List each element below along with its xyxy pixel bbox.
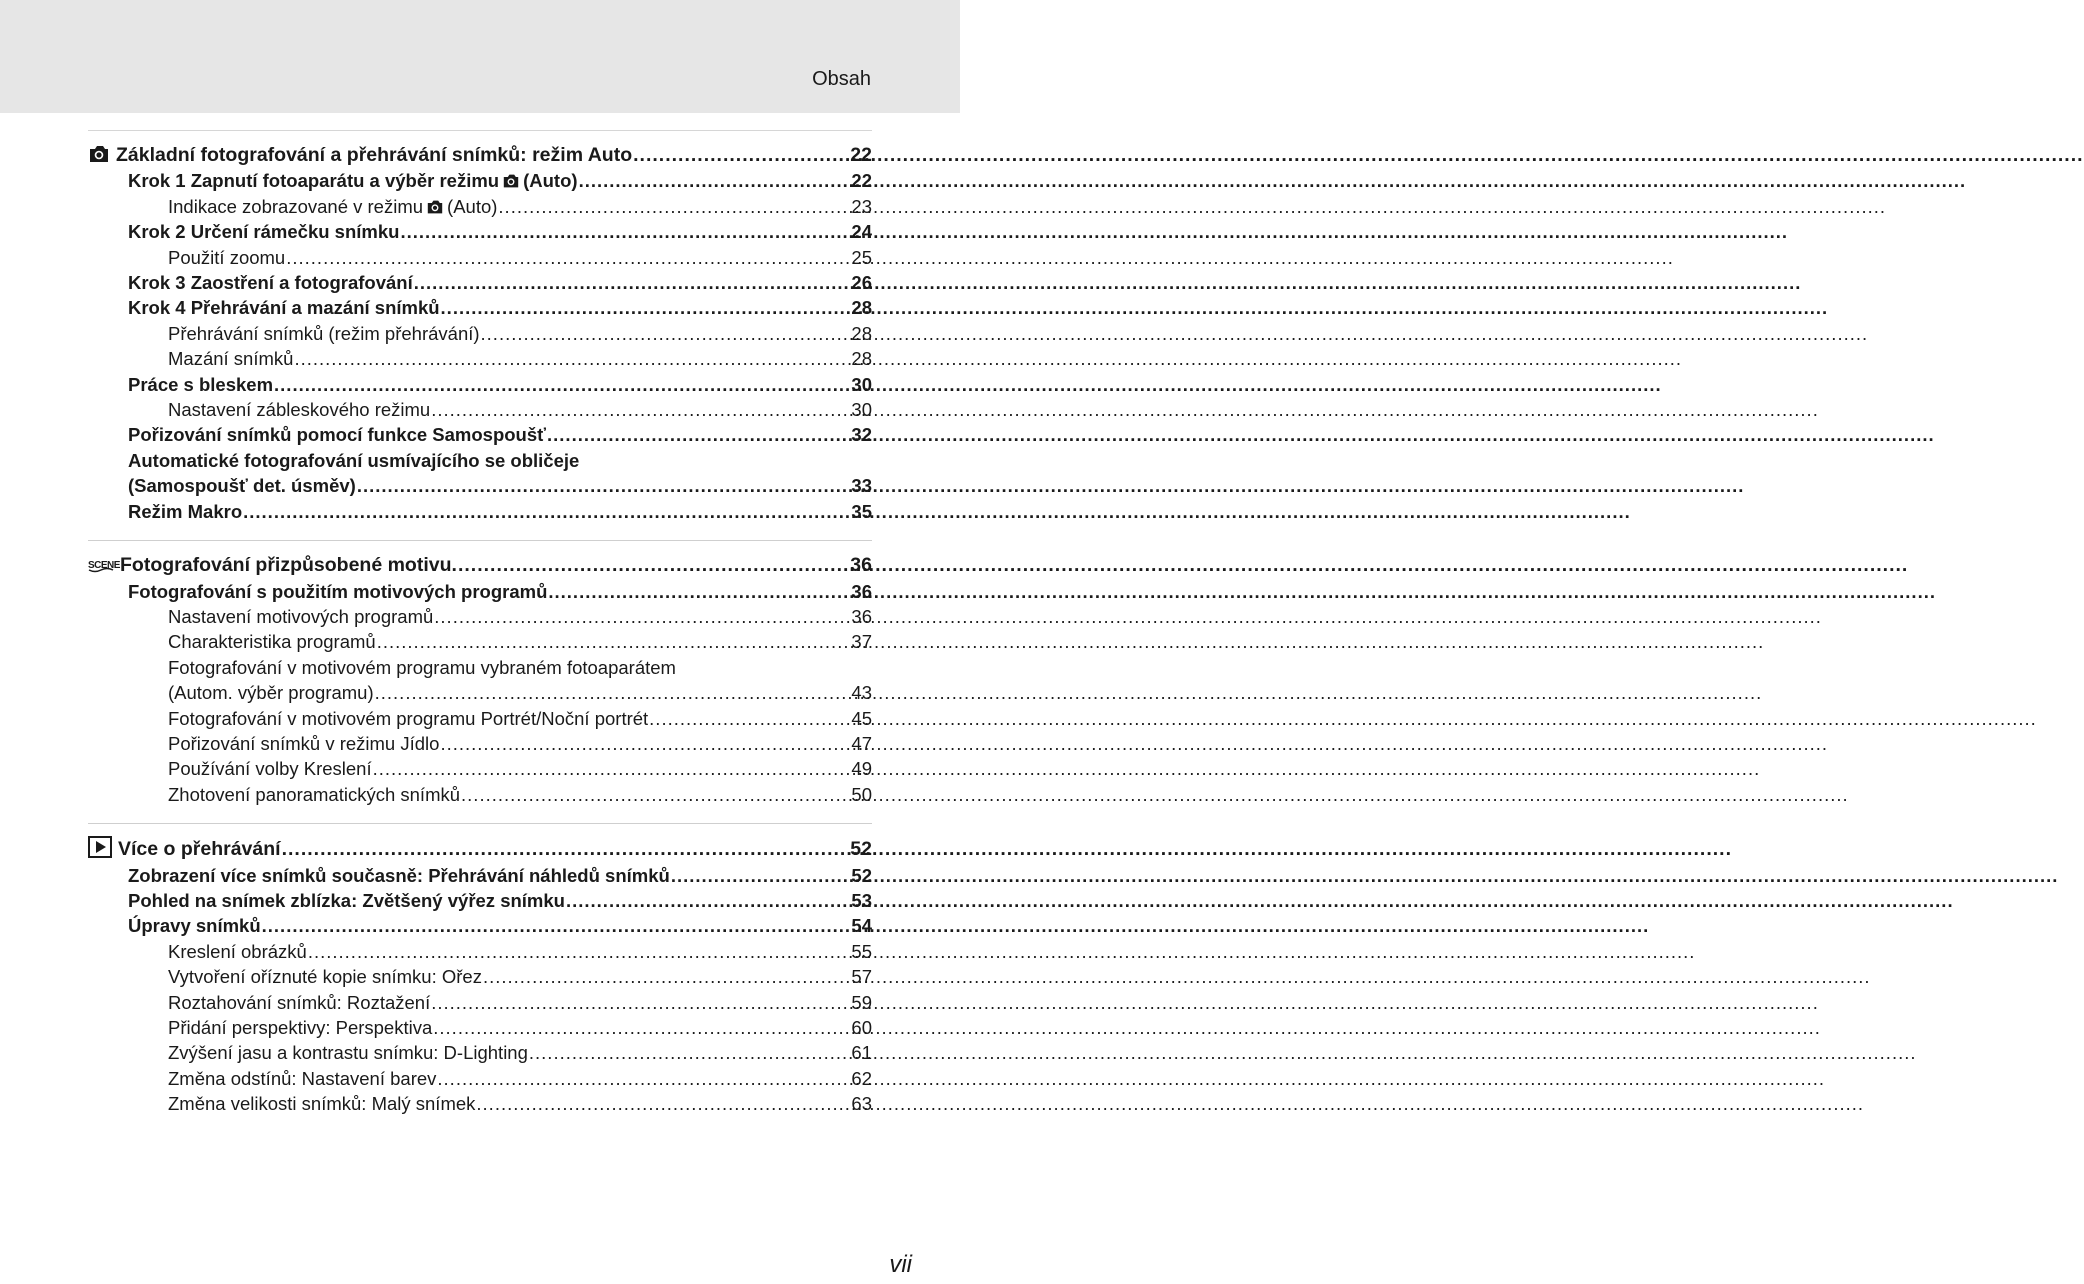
toc-entry-label: Roztahování snímků: Roztažení xyxy=(168,991,431,1013)
toc-entry[interactable] xyxy=(88,499,872,524)
toc-entry-label: Použití zoomu xyxy=(168,246,286,268)
toc-entry-label: Režim Makro xyxy=(128,500,243,522)
dot-leader xyxy=(431,990,849,1015)
toc-page-number: 37 xyxy=(851,631,872,653)
toc-entry-label: Fotografování v motivovém programu Portrét/Noční portrét xyxy=(168,707,649,729)
toc-page-number: 23 xyxy=(851,195,872,217)
toc-entry[interactable] xyxy=(88,888,872,913)
toc-entry[interactable] xyxy=(88,629,872,654)
toc-entry-label: Krok 3 Zaostření a fotografování xyxy=(128,272,413,294)
dot-leader xyxy=(243,499,849,524)
toc-entry-label: Nastavení motivových programů xyxy=(168,605,434,627)
toc-page-number: 28 xyxy=(851,348,872,370)
toc-page-number: 30 xyxy=(851,399,872,421)
dot-leader xyxy=(400,219,849,244)
dot-leader xyxy=(377,629,849,654)
dot-leader xyxy=(461,782,849,807)
toc-page-number: 63 xyxy=(851,1093,872,1115)
toc-entry-text: Indikace zobrazované v režimu xyxy=(168,195,424,217)
toc-entry-label: (Samospoušť det. úsměv) xyxy=(128,475,356,497)
dot-leader xyxy=(431,397,849,422)
toc-entry-label: Pořizování snímků v režimu Jídlo xyxy=(168,732,440,754)
toc-page-number: 24 xyxy=(851,221,872,243)
camera-icon xyxy=(426,199,444,215)
dot-leader xyxy=(483,964,849,989)
toc-entry[interactable] xyxy=(88,168,872,193)
dot-leader xyxy=(566,888,849,913)
toc-entry-label: Přidání perspektivy: Perspektiva xyxy=(168,1017,433,1038)
toc-page-number: 28 xyxy=(851,322,872,344)
toc-page-number: 50 xyxy=(851,783,872,805)
page-number: vii xyxy=(889,1251,912,1278)
toc-page-number: 61 xyxy=(851,1042,872,1064)
toc-entry[interactable] xyxy=(88,939,872,964)
toc-page-number: 36 xyxy=(850,554,872,577)
toc-page-number: 36 xyxy=(851,580,872,602)
dot-leader xyxy=(294,346,849,371)
toc-chapter-entry[interactable] xyxy=(88,143,872,168)
toc-entry-label: Automatické fotografování usmívajícího se obličeje xyxy=(128,449,580,471)
toc-entry-label: Fotografování přizpůsobené motivu. xyxy=(120,554,457,577)
dot-leader xyxy=(633,143,849,168)
toc-entry-label: Kreslení obrázků xyxy=(168,940,307,962)
toc-chapter-entry[interactable] xyxy=(88,553,872,578)
toc-page-number: 55 xyxy=(851,940,872,962)
dot-leader xyxy=(440,731,849,756)
toc-page-number: 25 xyxy=(851,246,872,268)
toc-entry[interactable] xyxy=(88,706,872,731)
dot-leader xyxy=(441,295,849,320)
toc-page-number: 57 xyxy=(851,966,872,988)
dot-leader xyxy=(373,756,849,781)
toc-page-number: 59 xyxy=(851,991,872,1013)
toc-entry-label: Přehrávání snímků (režim přehrávání) xyxy=(168,322,480,344)
toc-entry[interactable] xyxy=(88,346,872,371)
toc-page-number: 35 xyxy=(851,500,872,522)
toc-page-number: 52 xyxy=(851,864,872,886)
toc-chapter-entry[interactable] xyxy=(88,836,872,862)
dot-leader xyxy=(375,680,849,705)
toc-entry-label: Krok 2 Určení rámečku snímku xyxy=(128,221,400,243)
toc-entry[interactable] xyxy=(88,990,872,1015)
toc-section xyxy=(88,823,872,1116)
play-icon xyxy=(88,836,118,862)
toc-page-number: 54 xyxy=(851,915,872,937)
toc-entry-label: Vytvoření oříznuté kopie snímku: Ořez xyxy=(168,966,482,988)
toc-entry-label: Zhotovení panoramatických snímků xyxy=(168,783,461,805)
toc-entry-label: Fotografování v motivovém programu vybraném fotoaparátem xyxy=(168,656,676,678)
dot-leader xyxy=(286,245,849,270)
toc-entry-label: Charakteristika programů xyxy=(168,631,376,653)
toc-entry[interactable] xyxy=(88,863,872,888)
dot-leader xyxy=(282,837,849,862)
dot-leader xyxy=(414,270,849,295)
toc-entry[interactable] xyxy=(88,448,872,473)
toc-entry-label: Více o přehrávání xyxy=(118,838,281,861)
toc-entry[interactable] xyxy=(88,372,872,397)
page-header-title: Obsah xyxy=(812,68,871,90)
dot-leader xyxy=(547,422,849,447)
dot-leader xyxy=(671,863,849,888)
toc-entry-label: Pohled na snímek zblízka: Zvětšený výřez snímku xyxy=(128,889,565,911)
table-of-contents xyxy=(88,130,872,1133)
toc-entry[interactable] xyxy=(88,731,872,756)
dot-leader xyxy=(437,1066,849,1091)
toc-entry-label: Základní fotografování a přehrávání snímků: režim Auto xyxy=(116,144,633,166)
toc-entry-label: Zvýšení jasu a kontrastu snímku: D-Lighting xyxy=(168,1042,528,1064)
toc-entry[interactable] xyxy=(88,321,872,346)
dot-leader xyxy=(579,168,849,193)
toc-page-number: 52 xyxy=(850,838,872,861)
camera-icon xyxy=(502,173,520,189)
toc-entry-label: Krok 4 Přehrávání a mazání snímků xyxy=(128,297,440,319)
toc-entry[interactable] xyxy=(88,245,872,270)
dot-leader xyxy=(649,706,849,731)
toc-page-number: 60 xyxy=(851,1017,872,1038)
toc-entry[interactable] xyxy=(88,1040,872,1065)
toc-page-number: 47 xyxy=(851,732,872,754)
toc-page-number: 36 xyxy=(851,605,872,627)
camera-icon xyxy=(88,143,116,168)
dot-leader xyxy=(476,1091,849,1116)
toc-entry[interactable] xyxy=(88,1066,872,1091)
dot-leader xyxy=(357,473,849,498)
dot-leader xyxy=(529,1040,849,1065)
header-band xyxy=(0,0,960,113)
toc-entry-text: (Auto) xyxy=(523,170,578,192)
toc-entry[interactable] xyxy=(88,1091,872,1116)
toc-entry[interactable] xyxy=(88,422,872,447)
toc-section xyxy=(88,540,872,807)
toc-entry-label: Fotografování s použitím motivových programů xyxy=(128,580,548,602)
toc-entry-label xyxy=(128,168,578,193)
toc-entry[interactable] xyxy=(88,579,872,604)
toc-entry-label: Zobrazení více snímků současně: Přehrávání náhledů snímků xyxy=(128,864,670,886)
toc-page-number: 33 xyxy=(851,475,872,497)
toc-entry-text: (Auto) xyxy=(447,195,498,217)
toc-entry[interactable] xyxy=(88,194,872,219)
toc-page-number: 43 xyxy=(851,682,872,704)
toc-entry[interactable] xyxy=(88,270,872,295)
dot-leader xyxy=(498,194,849,219)
toc-entry-label: Práce s bleskem xyxy=(128,373,274,395)
toc-page-number: 26 xyxy=(851,272,872,294)
scene-icon xyxy=(88,553,120,578)
toc-entry-label: (Autom. výběr programu) xyxy=(168,682,374,704)
toc-page-number: 22 xyxy=(850,144,872,166)
dot-leader xyxy=(274,372,849,397)
dot-leader xyxy=(262,913,849,938)
toc-entry-label: Mazání snímků xyxy=(168,348,294,370)
dot-leader xyxy=(548,579,849,604)
dot-leader xyxy=(481,321,849,346)
toc-entry-label: Používání volby Kreslení xyxy=(168,758,372,780)
toc-entry[interactable] xyxy=(88,604,872,629)
toc-entry[interactable] xyxy=(88,1015,872,1040)
toc-page-number: 45 xyxy=(851,707,872,729)
toc-entry[interactable] xyxy=(88,913,872,938)
toc-entry-label: Změna velikosti snímků: Malý snímek xyxy=(168,1093,476,1115)
toc-page-number: 28 xyxy=(851,297,872,319)
toc-entry-label: Nastavení zábleskového režimu xyxy=(168,399,431,421)
dot-leader xyxy=(433,1015,849,1040)
toc-entry[interactable] xyxy=(88,397,872,422)
dot-leader xyxy=(434,604,849,629)
toc-entry-label xyxy=(168,194,497,219)
dot-leader xyxy=(458,553,849,578)
toc-entry[interactable] xyxy=(88,295,872,320)
toc-entry[interactable] xyxy=(88,219,872,244)
toc-entry[interactable] xyxy=(88,655,872,680)
toc-entry-label: Úpravy snímků xyxy=(128,915,261,937)
toc-page-number: 53 xyxy=(851,889,872,911)
toc-entry[interactable] xyxy=(88,964,872,989)
toc-page-number: 30 xyxy=(851,373,872,395)
toc-entry[interactable] xyxy=(88,756,872,781)
toc-page-number: 22 xyxy=(851,170,872,192)
toc-entry-label: Změna odstínů: Nastavení barev xyxy=(168,1067,437,1089)
toc-page-number: 32 xyxy=(851,424,872,446)
toc-section xyxy=(88,130,872,524)
toc-entry[interactable] xyxy=(88,473,872,498)
svg-text:SCENE: SCENE xyxy=(88,560,120,572)
toc-entry[interactable] xyxy=(88,680,872,705)
toc-page-number: 49 xyxy=(851,758,872,780)
toc-entry-text: Krok 1 Zapnutí fotoaparátu a výběr režimu xyxy=(128,170,500,192)
toc-entry[interactable] xyxy=(88,782,872,807)
toc-page-number: 62 xyxy=(851,1067,872,1089)
toc-entry-label: Pořizování snímků pomocí funkce Samospoušť xyxy=(128,424,547,446)
dot-leader xyxy=(308,939,849,964)
